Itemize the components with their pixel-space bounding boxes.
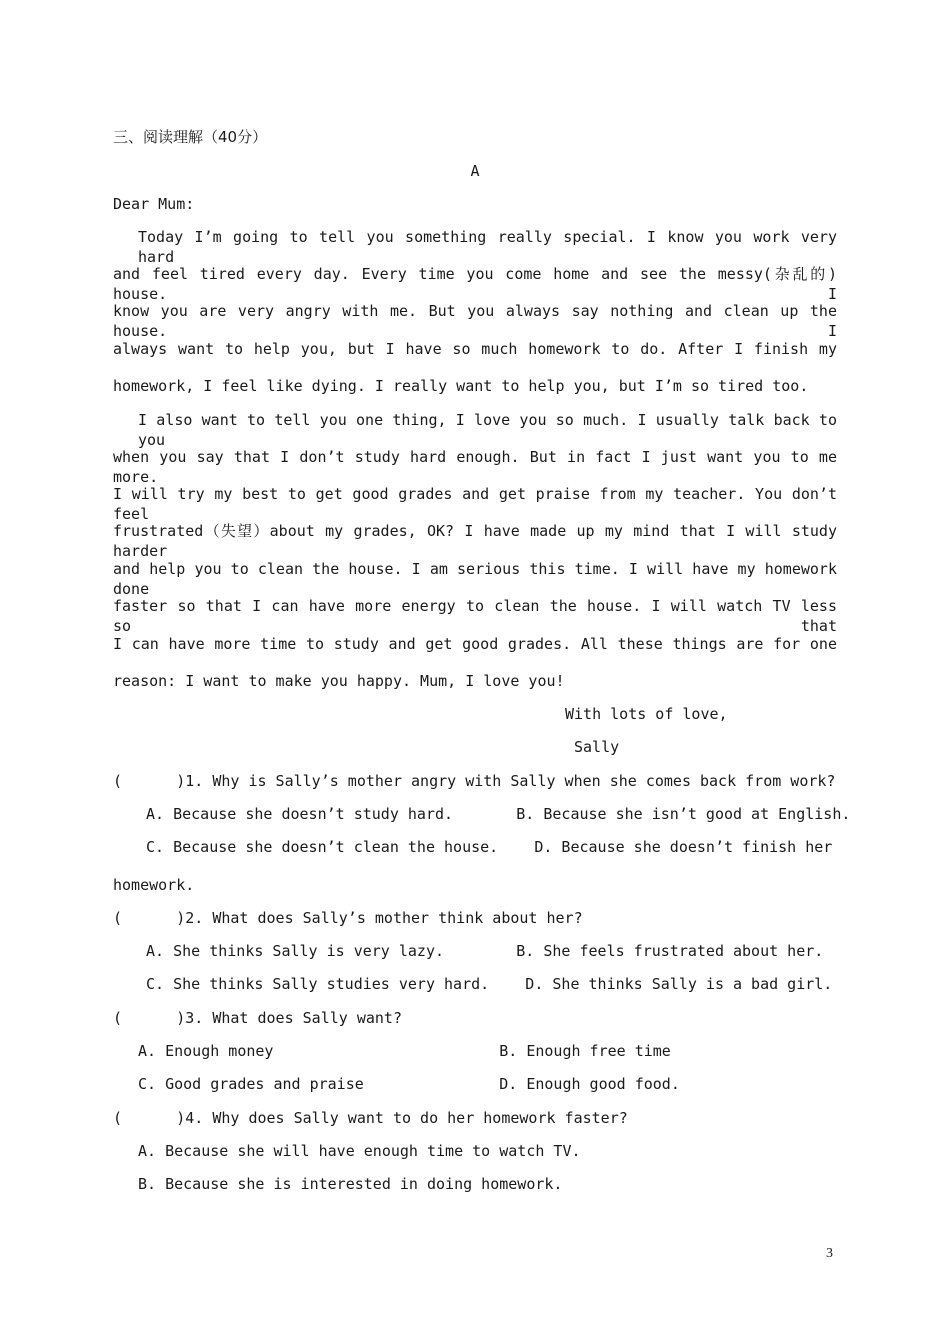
- question-option: A. Because she will have enough time to watch TV.: [138, 1142, 581, 1160]
- page-number: 3: [826, 1246, 833, 1261]
- letter-line: and help you to clean the house. I am serious this time. I will have my homework done: [113, 560, 837, 598]
- letter-closing: With lots of love,: [565, 705, 728, 723]
- letter-line: and feel tired every day. Every time you come home and see the messy(杂乱的) house. I: [113, 265, 837, 303]
- question-option: A. Enough money B. Enough free time: [138, 1042, 671, 1060]
- question-stem-3: ( )3. What does Sally want?: [113, 1009, 402, 1027]
- letter-line: reason: I want to make you happy. Mum, I love you!: [113, 672, 565, 690]
- question-option: B. Because she is interested in doing homework.: [138, 1175, 563, 1193]
- letter-line: know you are very angry with me. But you always say nothing and clean up the house. I: [113, 302, 837, 340]
- question-option: C. She thinks Sally studies very hard. D. She thinks Sally is a bad girl.: [146, 975, 833, 993]
- letter-line: homework, I feel like dying. I really want to help you, but I’m so tired too.: [113, 377, 809, 395]
- passage-label: A: [470, 162, 480, 180]
- question-option: A. She thinks Sally is very lazy. B. She feels frustrated about her.: [146, 942, 824, 960]
- question-option: homework.: [113, 876, 195, 894]
- question-option: A. Because she doesn’t study hard. B. Because she isn’t good at English.: [146, 805, 851, 823]
- letter-line: when you say that I don’t study hard enough. But in fact I just want you to me more.: [113, 448, 837, 486]
- letter-signature: Sally: [574, 738, 620, 756]
- letter-line: faster so that I can have more energy to clean the house. I will watch TV less so that: [113, 597, 837, 635]
- letter-line: frustrated（失望）about my grades, OK? I have made up my mind that I will study harder: [113, 522, 837, 560]
- letter-line: I also want to tell you one thing, I love you so much. I usually talk back to you: [138, 411, 837, 449]
- question-stem-2: ( )2. What does Sally’s mother think about her?: [113, 909, 583, 927]
- question-option: C. Good grades and praise D. Enough good food.: [138, 1075, 680, 1093]
- letter-line: always want to help you, but I have so much homework to do. After I finish my: [113, 340, 837, 358]
- question-stem-4: ( )4. Why does Sally want to do her homework faster?: [113, 1109, 628, 1127]
- letter-line: I can have more time to study and get good grades. All these things are for one: [113, 635, 837, 653]
- section-title: 三、阅读理解（40分）: [113, 128, 268, 146]
- letter-greeting: Dear Mum:: [113, 195, 195, 213]
- question-stem-1: ( )1. Why is Sally’s mother angry with Sally when she comes back from work?: [113, 772, 836, 790]
- letter-line: I will try my best to get good grades and get praise from my teacher. You don’t feel: [113, 485, 837, 523]
- question-option: C. Because she doesn’t clean the house. D. Because she doesn’t finish her: [146, 838, 833, 856]
- letter-line: Today I’m going to tell you something really special. I know you work very hard: [138, 228, 837, 266]
